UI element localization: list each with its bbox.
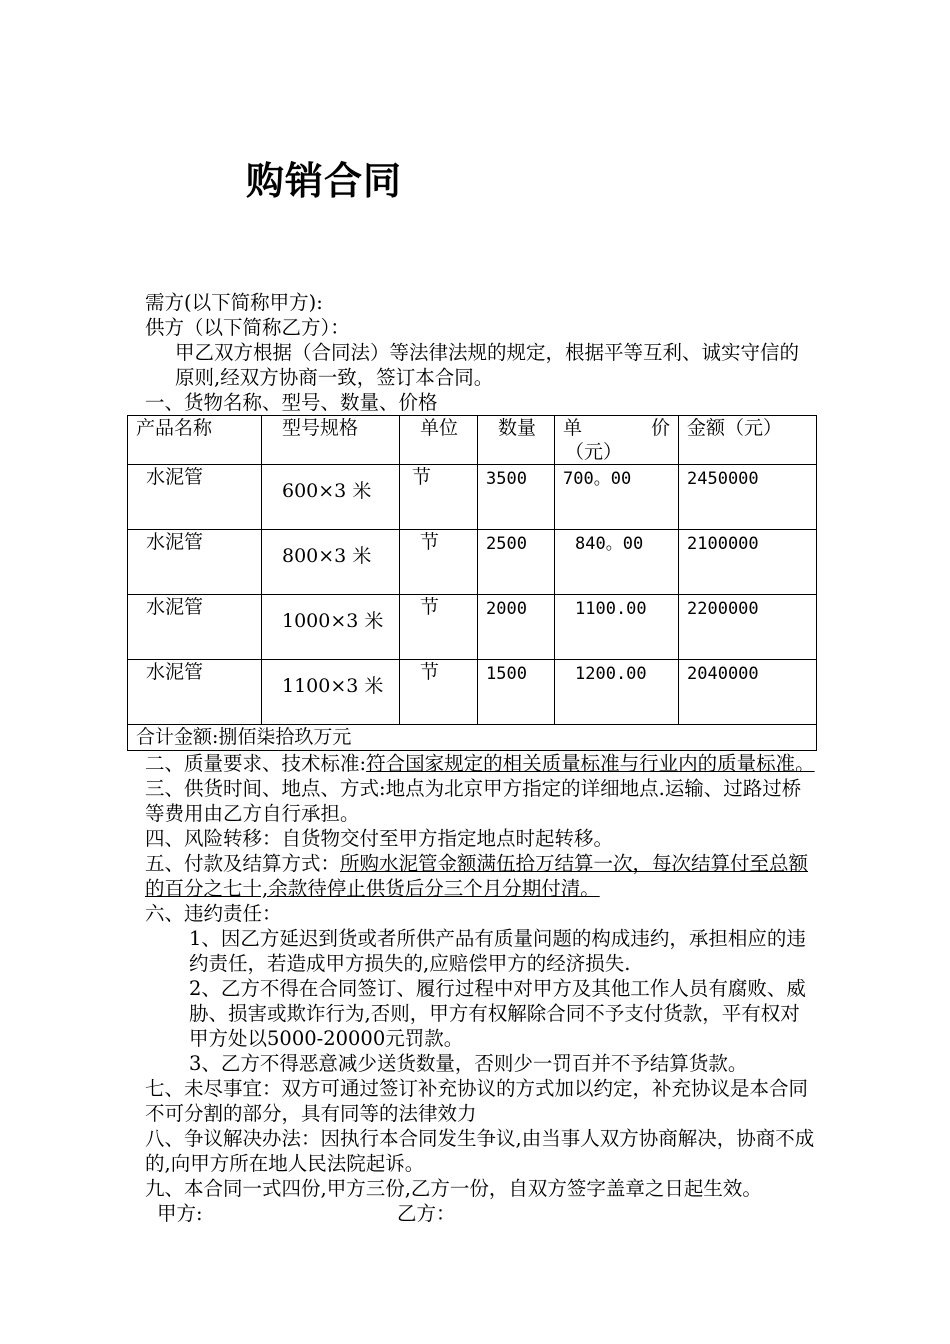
party-b-signature-label: 乙方： <box>397 1202 456 1225</box>
page-title: 购销合同 <box>246 159 403 203</box>
cell-spec: 1000×3 米 <box>262 595 400 660</box>
cell-amount: 2040000 <box>679 660 817 725</box>
table-row <box>128 595 817 660</box>
cell-unit: 节 <box>400 595 478 660</box>
header-cell: 单位 <box>400 416 478 465</box>
cell-price: 840。00 <box>555 530 679 595</box>
header-cell: 金额（元） <box>679 416 817 465</box>
cell-name: 水泥管 <box>128 530 262 595</box>
cell-price: 1200.00 <box>555 660 679 725</box>
cell-amount: 2100000 <box>679 530 817 595</box>
cell-spec: 600×3 米 <box>262 465 400 530</box>
section-1-title: 一、货物名称、型号、数量、价格 <box>145 391 438 414</box>
section-6-title: 六、违约责任： <box>145 902 282 925</box>
section-5 <box>145 851 815 901</box>
cell-name: 水泥管 <box>128 660 262 725</box>
cell-name: 水泥管 <box>128 595 262 660</box>
table-row <box>128 465 817 530</box>
buyer-line: 需方(以下简称甲方): <box>145 291 323 314</box>
header-cell-price <box>555 416 679 465</box>
cell-spec: 800×3 米 <box>262 530 400 595</box>
section-5-text: 所购水泥管金额满伍拾万结算一次，每次结算付至总额的百分之七十,余款待停止供货后分三个月分期付清。 <box>145 852 809 900</box>
table-header-row <box>128 416 817 465</box>
section-3: 三、供货时间、地点、方式:地点为北京甲方指定的详细地点.运输、过路过桥等费用由乙方自行承担。 <box>145 777 802 825</box>
table-row <box>128 660 817 725</box>
cell-unit: 节 <box>400 465 478 530</box>
cell-unit: 节 <box>400 530 478 595</box>
section-7: 七、未尽事宜：双方可通过签订补充协议的方式加以约定，补充协议是本合同不可分割的部分，具有同等的法律效力 <box>145 1077 809 1125</box>
preamble: 甲乙双方根据（合同法）等法律法规的规定，根据平等互利、诚实守信的原则,经双方协商一致，签订本合同。 <box>175 341 800 389</box>
party-a-signature-label: 甲方: <box>157 1202 203 1225</box>
section-2-label: 二、质量要求、技术标准: <box>145 752 367 775</box>
cell-unit: 节 <box>400 660 478 725</box>
header-text: （元） <box>565 441 623 463</box>
section-2 <box>145 751 815 776</box>
section-6-item-3: 3、乙方不得恶意减少送货数量，否则少一罚百并不予结算货款。 <box>189 1052 748 1075</box>
header-text: 价 <box>650 417 670 439</box>
cell-price: 1100.00 <box>555 595 679 660</box>
cell-qty: 1500 <box>478 660 555 725</box>
table-row <box>128 530 817 595</box>
header-cell: 产品名称 <box>128 416 262 465</box>
cell-qty: 2000 <box>478 595 555 660</box>
cell-amount: 2450000 <box>679 465 817 530</box>
cell-qty: 2500 <box>478 530 555 595</box>
table-total-row <box>128 725 817 751</box>
section-2-text: 符合国家规定的相关质量标准与行业内的质量标准。 <box>366 752 815 775</box>
cell-qty: 3500 <box>478 465 555 530</box>
section-5-label: 五、付款及结算方式： <box>145 852 341 875</box>
total-amount: 合计金额:捌佰柒拾玖万元 <box>128 725 817 751</box>
section-8: 八、争议解决办法：因执行本合同发生争议,由当事人双方协商解决，协商不成的,向甲方所在地人民法院起诉。 <box>145 1127 815 1175</box>
cell-spec: 1100×3 米 <box>262 660 400 725</box>
header-text: 单 <box>563 417 583 439</box>
cell-amount: 2200000 <box>679 595 817 660</box>
section-6-item-1: 1、因乙方延迟到货或者所供产品有质量问题的构成违约，承担相应的违约责任，若造成甲方损失的,应赔偿甲方的经济损失. <box>189 927 806 975</box>
signature-line <box>145 1201 815 1226</box>
contract-body <box>136 290 815 1226</box>
cell-name: 水泥管 <box>128 465 262 530</box>
seller-line: 供方（以下简称乙方）： <box>145 316 350 339</box>
header-cell: 型号规格 <box>262 416 400 465</box>
header-cell: 数量 <box>478 416 555 465</box>
section-4: 四、风险转移：自货物交付至甲方指定地点时起转移。 <box>145 827 614 850</box>
goods-table <box>127 415 817 751</box>
cell-price: 700。00 <box>555 465 679 530</box>
section-9: 九、本合同一式四份,甲方三份,乙方一份，自双方签字盖章之日起生效。 <box>145 1177 762 1200</box>
section-6-item-2: 2、乙方不得在合同签订、履行过程中对甲方及其他工作人员有腐败、威胁、损害或欺诈行为,否则，甲方有权解除合同不予支付货款，平有权对甲方处以5000-20000元罚款。 <box>189 977 806 1050</box>
